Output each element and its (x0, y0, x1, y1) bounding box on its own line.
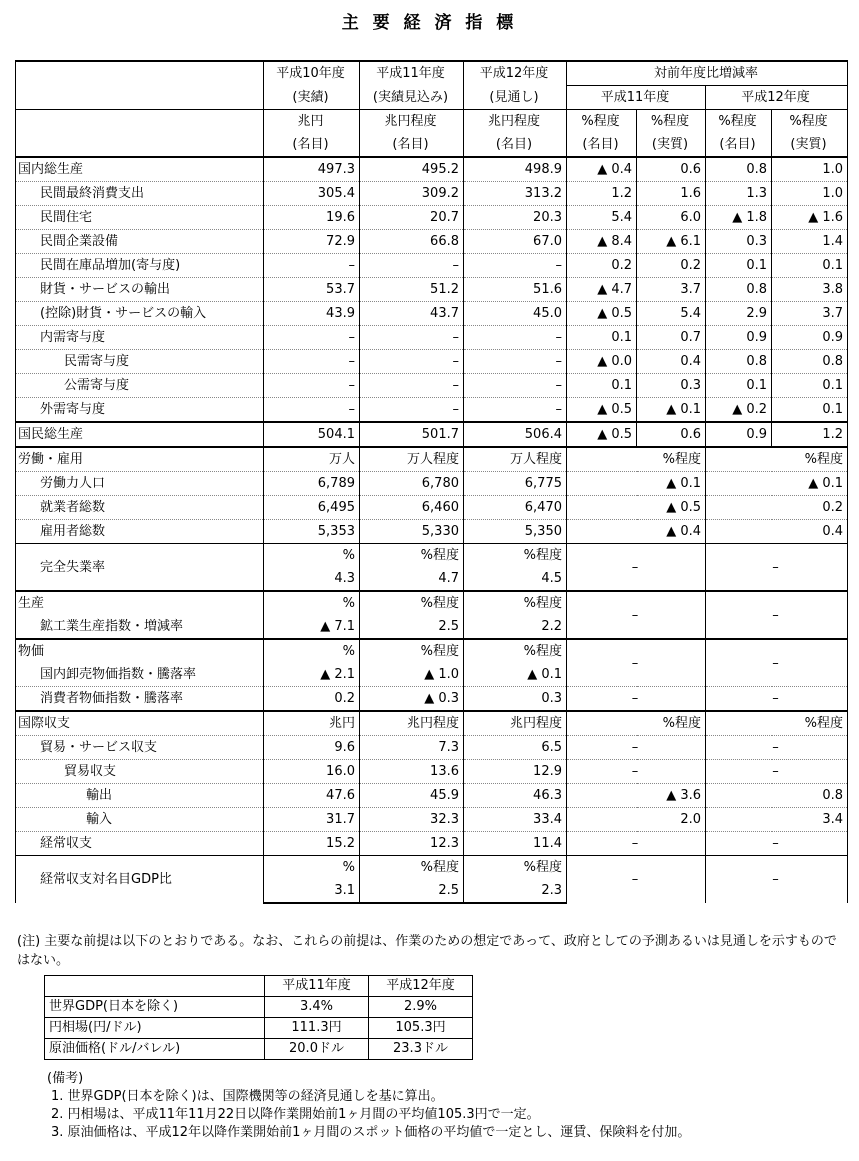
row-value: – (567, 687, 706, 712)
row-value: – (360, 350, 464, 374)
row-value: 12.9 (464, 760, 567, 784)
row-value: ▲ 0.0 (567, 350, 637, 374)
row-value: 0.3 (706, 230, 772, 254)
row-value: 2.9 (706, 302, 772, 326)
row-value: – (464, 398, 567, 423)
row-value: 5.4 (567, 206, 637, 230)
row-value: – (464, 326, 567, 350)
row-label: 民間最終消費支出 (16, 182, 264, 206)
row-label: 労働力人口 (16, 472, 264, 496)
nominal-r11: (名目) (567, 133, 637, 157)
row-value: 3.7 (772, 302, 848, 326)
row-value: 2.5 (360, 615, 464, 639)
row-label: 民間住宅 (16, 206, 264, 230)
unit-cell: %程度 (360, 544, 464, 568)
row-value: 11.4 (464, 832, 567, 856)
row-value: – (264, 374, 360, 398)
row-value: ▲ 0.2 (706, 398, 772, 423)
row-value: – (567, 591, 706, 639)
unit-cell: % (264, 639, 360, 663)
row-value: 4.5 (464, 567, 567, 591)
row-value: – (706, 544, 848, 592)
row-value: 53.7 (264, 278, 360, 302)
col-fy12: 平成12年度 (464, 61, 567, 86)
section-label: 労働・雇用 (16, 447, 264, 472)
unit-cell: 兆円程度 (360, 711, 464, 736)
row-value: – (264, 398, 360, 423)
row-value: 6,495 (264, 496, 360, 520)
row-value: 1.4 (772, 230, 848, 254)
col-rate: 対前年度比増減率 (567, 61, 848, 86)
assumption-row (45, 1018, 473, 1039)
row-label: 国民総生産 (16, 422, 264, 447)
unit-cell: 万人程度 (464, 447, 567, 472)
table-row (16, 808, 848, 832)
unit-r12n: %程度 (706, 110, 772, 134)
row-value: 4.3 (264, 567, 360, 591)
row-value: 0.1 (772, 374, 848, 398)
row-value: 6.0 (637, 206, 706, 230)
assumption-label: 世界GDP(日本を除く) (45, 997, 265, 1018)
row-value: – (706, 760, 848, 784)
unit-cell: %程度 (360, 639, 464, 663)
row-value: 6,780 (360, 472, 464, 496)
unit-cell: 兆円 (264, 711, 360, 736)
remarks (47, 1070, 690, 1142)
assumption-row (45, 1039, 473, 1060)
row-value: 4.7 (360, 567, 464, 591)
row-value: 1.3 (706, 182, 772, 206)
row-label: 雇用者総数 (16, 520, 264, 544)
nominal-r12: (名目) (706, 133, 772, 157)
row-value: 1.2 (772, 422, 848, 447)
row-label: 経常収支対名目GDP比 (16, 856, 264, 904)
unit-cell: 万人程度 (360, 447, 464, 472)
row-value: 67.0 (464, 230, 567, 254)
row-value: – (464, 350, 567, 374)
row-value: 498.9 (464, 157, 567, 182)
row-value: – (567, 544, 706, 592)
row-value: ▲ 0.3 (360, 687, 464, 712)
assumption-value: 2.9% (369, 997, 473, 1018)
table-row (16, 687, 848, 712)
row-value: 504.1 (264, 422, 360, 447)
col-fy11-sub: (実績見込み) (360, 86, 464, 110)
row-label: 消費者物価指数・騰落率 (16, 687, 264, 712)
row-value: ▲ 0.1 (637, 398, 706, 423)
row-value: 0.3 (637, 374, 706, 398)
row-value: – (706, 856, 848, 904)
section-label: 物価 (16, 639, 264, 663)
table-row (16, 472, 848, 496)
row-value: – (464, 254, 567, 278)
assumption-table (44, 975, 473, 1060)
assump-h11: 平成11年度 (265, 976, 369, 997)
row-value: 6.5 (464, 736, 567, 760)
row-value: ▲ 1.6 (772, 206, 848, 230)
row-value: 47.6 (264, 784, 360, 808)
table-row (16, 496, 848, 520)
nominal-fy12: (名目) (464, 133, 567, 157)
row-label: 民需寄与度 (16, 350, 264, 374)
section-header-row (16, 447, 848, 472)
row-value: 31.7 (264, 808, 360, 832)
unit-cell: %程度 (464, 856, 567, 880)
row-value: 12.3 (360, 832, 464, 856)
row-value: – (706, 736, 848, 760)
unit-cell: % (264, 544, 360, 568)
row-value: 0.8 (706, 784, 848, 808)
unit-fy12: 兆円程度 (464, 110, 567, 134)
row-value: 0.1 (706, 254, 772, 278)
col-rate-fy12: 平成12年度 (706, 86, 848, 110)
row-label: 財貨・サービスの輸出 (16, 278, 264, 302)
row-value: 20.7 (360, 206, 464, 230)
row-value: 5,330 (360, 520, 464, 544)
row-label: 民間在庫品増加(寄与度) (16, 254, 264, 278)
row-value: 497.3 (264, 157, 360, 182)
row-value: ▲ 3.6 (567, 784, 706, 808)
table-row (16, 278, 848, 302)
row-value: 0.9 (772, 326, 848, 350)
col-fy10: 平成10年度 (264, 61, 360, 86)
row-value: – (264, 254, 360, 278)
row-value: 6,789 (264, 472, 360, 496)
table-row (16, 350, 848, 374)
row-value: 6,775 (464, 472, 567, 496)
real-r11: (実質) (637, 133, 706, 157)
row-value: 2.3 (464, 879, 567, 903)
assumption-value: 3.4% (265, 997, 369, 1018)
section-header-row (16, 711, 848, 736)
table-row (16, 520, 848, 544)
row-value: ▲ 0.1 (706, 472, 848, 496)
assumption-value: 111.3円 (265, 1018, 369, 1039)
row-value: – (360, 254, 464, 278)
row-value: 495.2 (360, 157, 464, 182)
row-value: 0.8 (772, 350, 848, 374)
row-label: 国内総生産 (16, 157, 264, 182)
assump-h12: 平成12年度 (369, 976, 473, 997)
section-label: 生産 (16, 591, 264, 615)
row-value: 5.4 (637, 302, 706, 326)
row-value: ▲ 6.1 (637, 230, 706, 254)
remark-line: 1. 世界GDP(日本を除く)は、国際機関等の経済見通しを基に算出。 (51, 1089, 444, 1104)
row-value: 0.9 (706, 326, 772, 350)
table-row (16, 254, 848, 278)
real-r12: (実質) (772, 133, 848, 157)
row-value: ▲ 0.4 (567, 520, 706, 544)
row-label: 経常収支 (16, 832, 264, 856)
row-value: ▲ 8.4 (567, 230, 637, 254)
unit-cell: %程度 (464, 544, 567, 568)
row-value: – (706, 639, 848, 687)
row-value: 1.0 (772, 157, 848, 182)
row-value: 20.3 (464, 206, 567, 230)
col-fy12-sub: (見通し) (464, 86, 567, 110)
row-label: 民間企業設備 (16, 230, 264, 254)
row-value: 0.2 (637, 254, 706, 278)
section-label: 国際収支 (16, 711, 264, 736)
row-value: ▲ 1.0 (360, 663, 464, 687)
row-value: 13.6 (360, 760, 464, 784)
row-value: 0.6 (637, 422, 706, 447)
row-value: – (706, 687, 848, 712)
row-value: – (264, 350, 360, 374)
row-label: 輸入 (16, 808, 264, 832)
row-value: 19.6 (264, 206, 360, 230)
unit-cell: %程度 (464, 591, 567, 615)
row-value: 16.0 (264, 760, 360, 784)
row-value: 506.4 (464, 422, 567, 447)
row-value: 0.8 (706, 157, 772, 182)
row-label: 外需寄与度 (16, 398, 264, 423)
row-value: 9.6 (264, 736, 360, 760)
section-header-row (16, 639, 848, 663)
corner-cell-2 (16, 86, 264, 110)
row-value: 313.2 (464, 182, 567, 206)
row-value: 501.7 (360, 422, 464, 447)
row-value: 0.7 (637, 326, 706, 350)
corner-cell (16, 61, 264, 86)
row-value: – (464, 374, 567, 398)
col-fy10-sub: (実績) (264, 86, 360, 110)
table-row (16, 784, 848, 808)
row-value: 43.9 (264, 302, 360, 326)
unit-cell: %程度 (567, 711, 706, 736)
unit-cell: % (264, 856, 360, 880)
table-row (16, 230, 848, 254)
row-label: (控除)財貨・サービスの輸入 (16, 302, 264, 326)
row-value: 0.9 (706, 422, 772, 447)
row-value: 0.1 (567, 326, 637, 350)
remark-line: 3. 原油価格は、平成12年以降作業開始前1ヶ月間のスポット価格の平均値で一定とし、運賃、保険料を付加。 (51, 1125, 691, 1140)
row-value: 3.8 (772, 278, 848, 302)
row-value: – (264, 326, 360, 350)
assumption-value: 23.3ドル (369, 1039, 473, 1060)
remark-line: 2. 円相場は、平成11年11月22日以降作業開始前1ヶ月間の平均値105.3円で一定。 (51, 1107, 540, 1122)
assumption-row (45, 997, 473, 1018)
row-value: 0.3 (464, 687, 567, 712)
row-label: 貿易・サービス収支 (16, 736, 264, 760)
row-value: 43.7 (360, 302, 464, 326)
assump-corner (45, 976, 265, 997)
row-value: 0.2 (567, 254, 637, 278)
row-value: ▲ 0.1 (464, 663, 567, 687)
row-value: 3.7 (637, 278, 706, 302)
row-label: 鉱工業生産指数・増減率 (16, 615, 264, 639)
corner-cell-3 (16, 110, 264, 134)
corner-cell-4 (16, 133, 264, 157)
row-value: ▲ 0.1 (567, 472, 706, 496)
row-value: 2.5 (360, 879, 464, 903)
row-value: – (567, 832, 706, 856)
row-value: 0.8 (706, 350, 772, 374)
table-row (16, 856, 848, 880)
row-value: 3.1 (264, 879, 360, 903)
row-label: 国内卸売物価指数・騰落率 (16, 663, 264, 687)
row-value: – (360, 398, 464, 423)
row-value: 1.2 (567, 182, 637, 206)
row-value: – (567, 639, 706, 687)
unit-r12r: %程度 (772, 110, 848, 134)
nominal-fy11: (名目) (360, 133, 464, 157)
row-value: – (360, 374, 464, 398)
row-value: 5,353 (264, 520, 360, 544)
row-value: 3.4 (706, 808, 848, 832)
row-value: 72.9 (264, 230, 360, 254)
row-value: ▲ 0.5 (567, 422, 637, 447)
row-value: 66.8 (360, 230, 464, 254)
row-value: ▲ 0.5 (567, 398, 637, 423)
row-value: ▲ 4.7 (567, 278, 637, 302)
row-value: ▲ 7.1 (264, 615, 360, 639)
row-value: 0.1 (706, 374, 772, 398)
assumption-label: 原油価格(ドル/バレル) (45, 1039, 265, 1060)
row-value: ▲ 0.4 (567, 157, 637, 182)
row-value: – (706, 832, 848, 856)
assumption-value: 105.3円 (369, 1018, 473, 1039)
table-row (16, 182, 848, 206)
row-value: ▲ 1.8 (706, 206, 772, 230)
table-row (16, 736, 848, 760)
row-value: 32.3 (360, 808, 464, 832)
row-value: 15.2 (264, 832, 360, 856)
row-value: ▲ 0.5 (567, 302, 637, 326)
table-row (16, 157, 848, 182)
unit-cell: %程度 (464, 639, 567, 663)
unit-cell: %程度 (706, 447, 848, 472)
row-value: 0.4 (637, 350, 706, 374)
row-value: 46.3 (464, 784, 567, 808)
unit-cell: %程度 (360, 856, 464, 880)
unit-cell: % (264, 591, 360, 615)
page-title: 主 要 経 済 指 標 (341, 13, 518, 33)
table-row (16, 832, 848, 856)
table-row (16, 398, 848, 423)
row-value: 2.0 (567, 808, 706, 832)
table-row (16, 760, 848, 784)
row-value: 45.9 (360, 784, 464, 808)
row-value: 0.1 (567, 374, 637, 398)
row-value: 6,470 (464, 496, 567, 520)
col-fy11: 平成11年度 (360, 61, 464, 86)
col-rate-fy11: 平成11年度 (567, 86, 706, 110)
row-value: 1.6 (637, 182, 706, 206)
row-value: 309.2 (360, 182, 464, 206)
row-value: 0.2 (706, 496, 848, 520)
row-label: 公需寄与度 (16, 374, 264, 398)
remarks-heading: (備考) (47, 1071, 84, 1086)
table-row (16, 422, 848, 447)
unit-cell: %程度 (706, 711, 848, 736)
table-row (16, 302, 848, 326)
row-value: 0.2 (264, 687, 360, 712)
unit-cell: %程度 (567, 447, 706, 472)
row-value: – (567, 736, 706, 760)
row-value: 51.6 (464, 278, 567, 302)
row-label: 完全失業率 (16, 544, 264, 592)
row-value: 51.2 (360, 278, 464, 302)
row-value: 2.2 (464, 615, 567, 639)
unit-r11n: %程度 (567, 110, 637, 134)
unit-r11r: %程度 (637, 110, 706, 134)
table-row (16, 544, 848, 568)
table-row (16, 326, 848, 350)
assumption-label: 円相場(円/ドル) (45, 1018, 265, 1039)
row-value: 0.8 (706, 278, 772, 302)
table-row (16, 374, 848, 398)
row-value: 5,350 (464, 520, 567, 544)
row-value: 45.0 (464, 302, 567, 326)
row-value: 0.6 (637, 157, 706, 182)
row-value: 305.4 (264, 182, 360, 206)
row-value: ▲ 0.5 (567, 496, 706, 520)
nominal-fy10: (名目) (264, 133, 360, 157)
section-header-row (16, 591, 848, 615)
table-row (16, 206, 848, 230)
row-value: ▲ 2.1 (264, 663, 360, 687)
unit-fy11: 兆円程度 (360, 110, 464, 134)
unit-cell: %程度 (360, 591, 464, 615)
unit-cell: 兆円程度 (464, 711, 567, 736)
row-value: 0.4 (706, 520, 848, 544)
row-value: 6,460 (360, 496, 464, 520)
row-value: – (567, 760, 706, 784)
row-value: – (706, 591, 848, 639)
note-text: (注) 主要な前提は以下のとおりである。なお、これらの前提は、作業のための想定であって、政府としての予測あるいは見通しを示すものではない。 (17, 934, 837, 968)
row-value: 1.0 (772, 182, 848, 206)
row-label: 輸出 (16, 784, 264, 808)
row-value: – (567, 856, 706, 904)
main-indicator-table (15, 60, 848, 904)
assumption-value: 20.0ドル (265, 1039, 369, 1060)
row-label: 就業者総数 (16, 496, 264, 520)
row-label: 貿易収支 (16, 760, 264, 784)
unit-cell: 万人 (264, 447, 360, 472)
row-value: 7.3 (360, 736, 464, 760)
unit-fy10: 兆円 (264, 110, 360, 134)
row-label: 内需寄与度 (16, 326, 264, 350)
row-value: 33.4 (464, 808, 567, 832)
row-value: – (360, 326, 464, 350)
row-value: 0.1 (772, 254, 848, 278)
row-value: 0.1 (772, 398, 848, 423)
